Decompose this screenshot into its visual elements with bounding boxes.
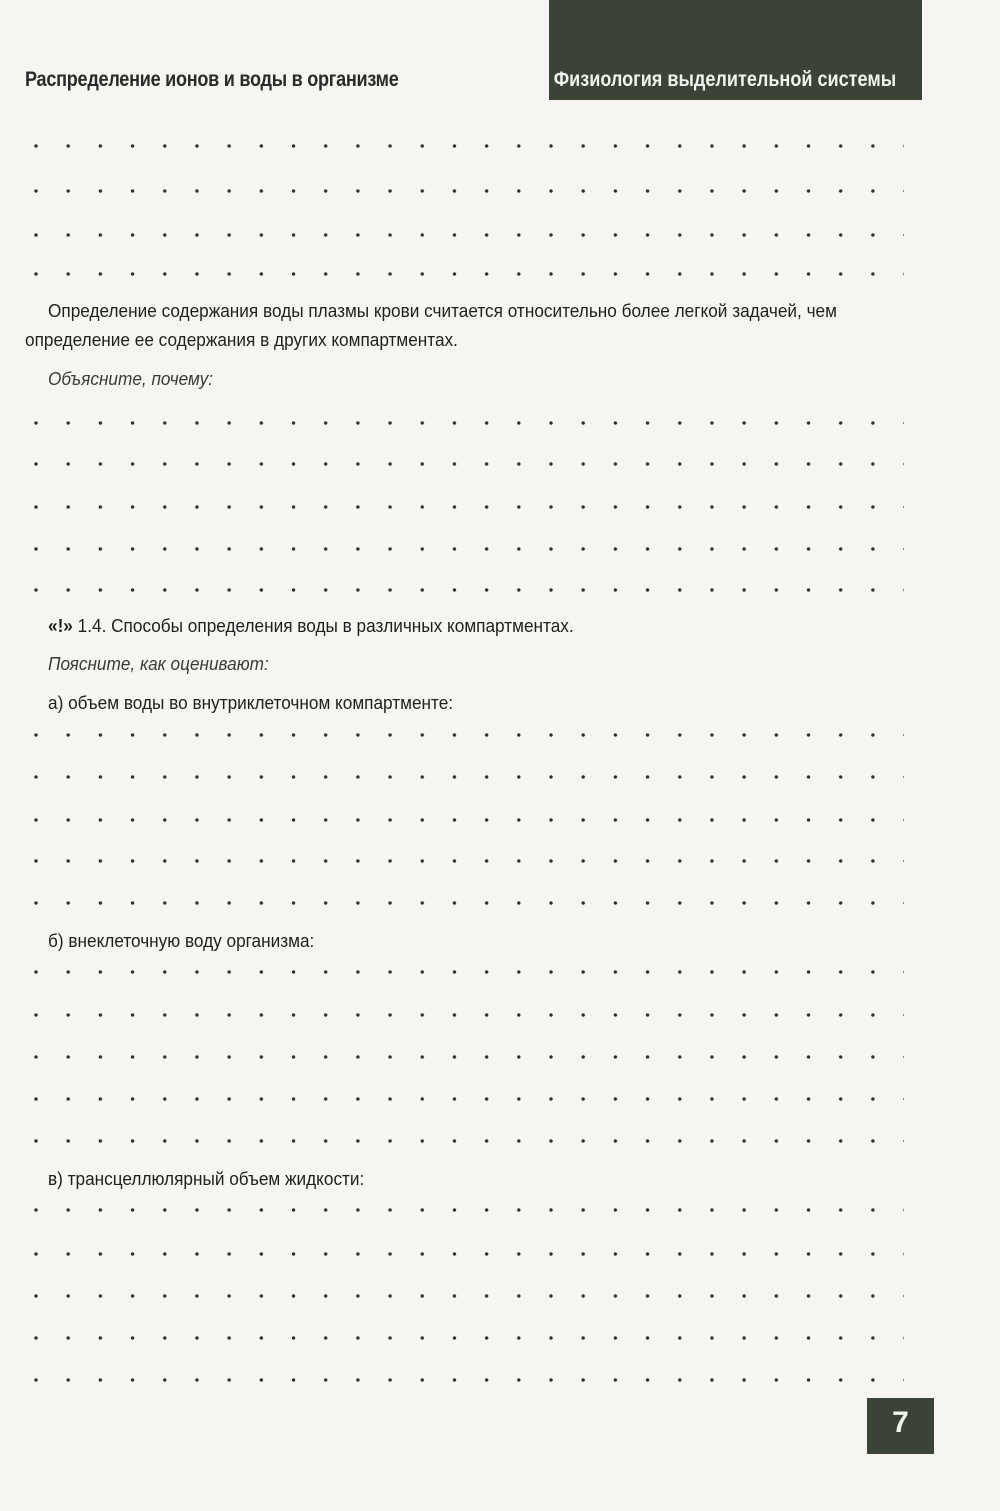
answer-dot-line[interactable] — [34, 1055, 904, 1059]
item-a-label: а) объем воды во внутриклеточном компартменте: — [48, 692, 454, 713]
answer-dot-line[interactable] — [34, 1336, 904, 1340]
answer-dot-line[interactable] — [34, 818, 904, 822]
attention-marker: «!» — [48, 615, 73, 636]
answer-dot-line[interactable] — [34, 1252, 904, 1256]
answer-dot-line[interactable] — [34, 462, 904, 466]
answer-dot-line[interactable] — [34, 1208, 904, 1212]
answer-dot-line[interactable] — [34, 547, 904, 551]
answer-dot-line[interactable] — [34, 1097, 904, 1101]
running-header-chapter-band — [549, 0, 922, 100]
answer-dot-line[interactable] — [34, 233, 904, 237]
answer-dot-line[interactable] — [34, 272, 904, 276]
section-heading — [48, 609, 574, 642]
answer-dot-line[interactable] — [34, 421, 904, 425]
prompt-clarify: Поясните, как оценивают: — [48, 653, 269, 674]
page-number: 7 — [892, 1406, 909, 1439]
paragraph-line: Определение содержания воды плазмы крови считается относительно более легкой задачей, чем — [48, 300, 837, 321]
answer-dot-line[interactable] — [34, 1139, 904, 1143]
answer-dot-line[interactable] — [34, 1013, 904, 1017]
item-b-label: б) внеклеточную воду организма: — [48, 930, 315, 951]
answer-dot-line[interactable] — [34, 775, 904, 779]
answer-dot-line[interactable] — [34, 189, 904, 193]
answer-dot-line[interactable] — [34, 1294, 904, 1298]
item-c-label: в) трансцеллюлярный объем жидкости: — [48, 1168, 365, 1189]
answer-dot-line[interactable] — [34, 505, 904, 509]
answer-dot-line[interactable] — [34, 588, 904, 592]
answer-dot-line[interactable] — [34, 1378, 904, 1382]
page-number-badge — [867, 1398, 934, 1454]
running-header-section-title: Распределение ионов и воды в организме — [25, 68, 399, 91]
answer-dot-line[interactable] — [34, 859, 904, 863]
answer-dot-line[interactable] — [34, 970, 904, 974]
running-header-chapter-title: Физиология выделительной системы — [553, 68, 896, 91]
paragraph-line: определение ее содержания в других компартментах. — [25, 329, 458, 350]
prompt-explain: Объясните, почему: — [48, 368, 214, 389]
answer-dot-line[interactable] — [34, 144, 904, 148]
section-heading-text: 1.4. Способы определения воды в различных компартментах. — [77, 615, 574, 636]
answer-dot-line[interactable] — [34, 901, 904, 905]
answer-dot-line[interactable] — [34, 733, 904, 737]
